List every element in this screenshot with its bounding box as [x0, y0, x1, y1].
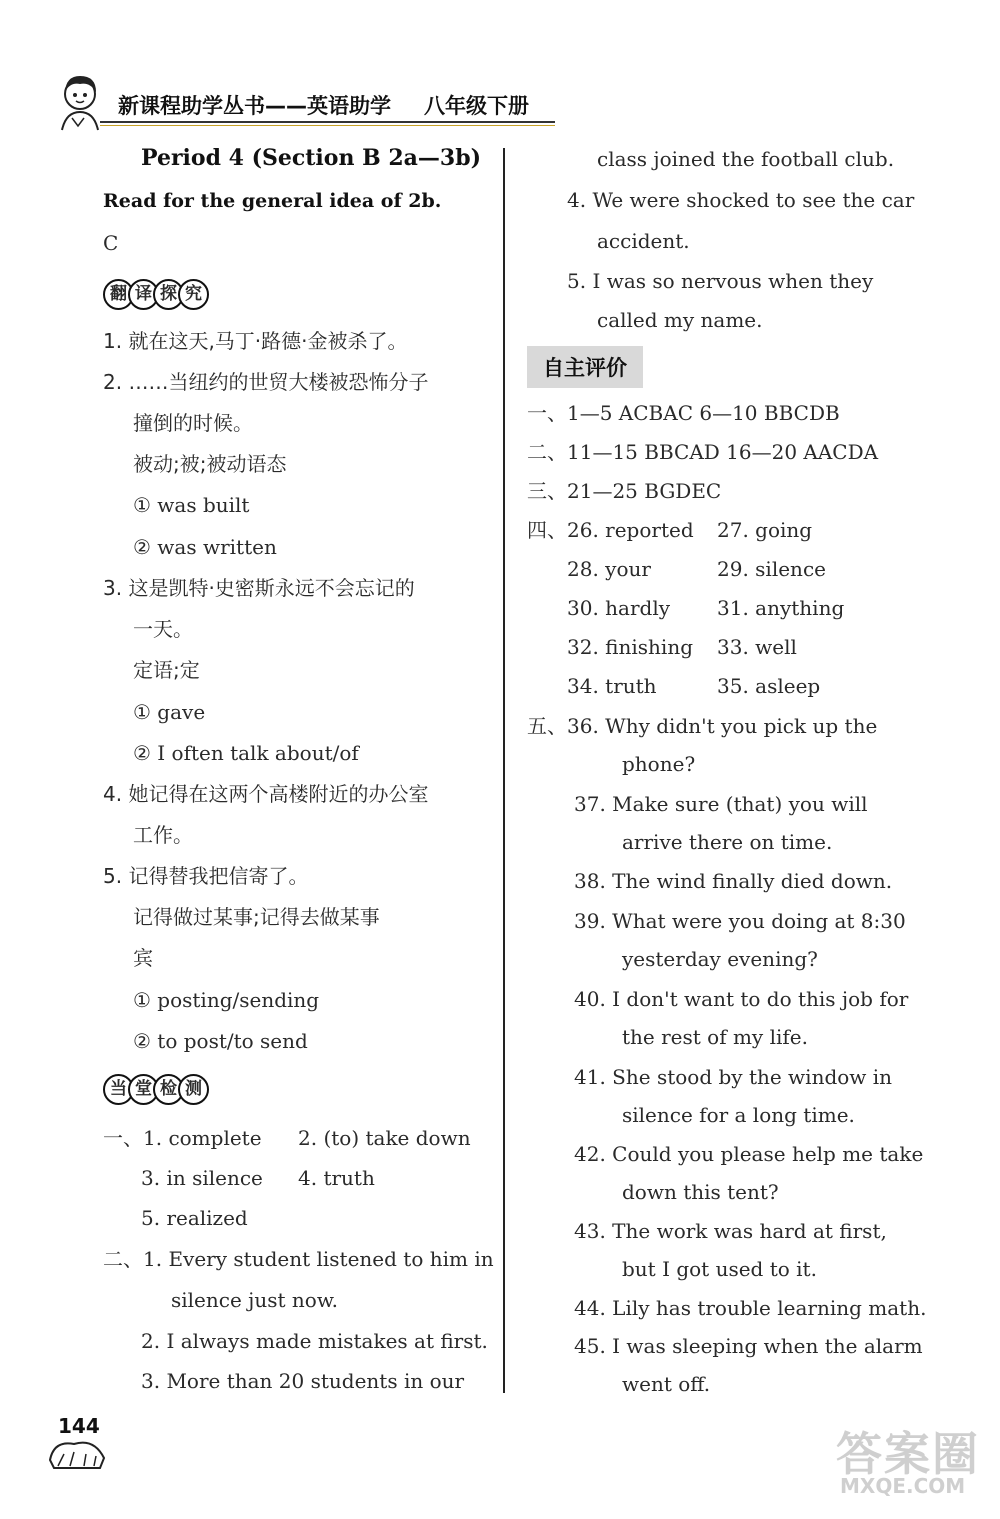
list-item: 3. More than 20 students in our: [141, 1369, 465, 1393]
list-item: 工作。: [133, 823, 193, 847]
list-item: 43. The work was hard at first,: [574, 1219, 887, 1243]
list-item: 二、1. Every student listened to him in: [103, 1247, 494, 1271]
section-self-title: 自主评价: [527, 346, 643, 388]
list-item: yesterday evening?: [622, 947, 818, 971]
list-item: 记得做过某事;记得去做某事: [133, 905, 380, 929]
title-char: 当: [103, 1074, 134, 1105]
list-item: went off.: [622, 1372, 711, 1396]
list-item: silence for a long time.: [622, 1103, 855, 1127]
list-item: 宾: [133, 946, 153, 970]
title-char: 测: [178, 1074, 209, 1105]
list-item: 二、11—15 BBCAD 16—20 AACDA: [527, 440, 879, 464]
title-char: 翻: [103, 279, 134, 310]
list-item: 1. 就在这天,马丁·路德·金被杀了。: [103, 329, 408, 353]
title-char: 究: [178, 279, 209, 310]
page-number: 144: [58, 1414, 100, 1438]
list-item: 33. well: [717, 635, 797, 659]
list-item: ① was built: [133, 493, 250, 517]
list-item: phone?: [622, 752, 696, 776]
list-item: 2. ……当纽约的世贸大楼被恐怖分子: [103, 370, 429, 394]
list-item: 32. finishing: [567, 635, 694, 659]
read-prompt: Read for the general idea of 2b.: [103, 190, 442, 212]
list-item: 4. We were shocked to see the car: [567, 188, 915, 212]
list-item: 27. going: [717, 518, 813, 542]
list-item: 四、26. reported: [527, 518, 694, 542]
header-rule: [100, 121, 555, 123]
list-item: 35. asleep: [717, 674, 821, 698]
list-item: 一、1—5 ACBAC 6—10 BBCDB: [527, 401, 840, 425]
list-item: 5. realized: [141, 1206, 248, 1230]
list-item: 42. Could you please help me take: [574, 1142, 924, 1166]
list-item: 4. truth: [298, 1166, 375, 1190]
page-number-badge: [44, 1410, 110, 1472]
list-item: 31. anything: [717, 596, 845, 620]
list-item: silence just now.: [171, 1288, 338, 1312]
list-item: 41. She stood by the window in: [574, 1065, 893, 1089]
list-item: 3. 这是凯特·史密斯永远不会忘记的: [103, 576, 415, 600]
list-item: ① posting/sending: [133, 988, 320, 1012]
list-item: 2. I always made mistakes at first.: [141, 1329, 488, 1353]
list-item: 38. The wind finally died down.: [574, 869, 893, 893]
list-item: ② I often talk about/of: [133, 741, 359, 765]
section-translate-title: [103, 279, 203, 310]
read-answer: C: [103, 231, 119, 255]
list-item: 34. truth: [567, 674, 657, 698]
title-char: 探: [153, 279, 184, 310]
list-item: 30. hardly: [567, 596, 671, 620]
list-item: 44. Lily has trouble learning math.: [574, 1296, 927, 1320]
list-item: down this tent?: [622, 1180, 779, 1204]
list-item: 28. your: [567, 557, 651, 581]
period-title: Period 4 (Section B 2a—3b): [141, 145, 482, 171]
list-item: ② was written: [133, 535, 277, 559]
list-item: 40. I don't want to do this job for: [574, 987, 909, 1011]
list-item: 5. 记得替我把信寄了。: [103, 864, 309, 888]
list-item: 五、36. Why didn't you pick up the: [527, 714, 878, 738]
list-item: 3. in silence: [141, 1166, 263, 1190]
header-grade: 八年级下册: [424, 94, 529, 118]
list-item: arrive there on time.: [622, 830, 833, 854]
list-item: 5. I was so nervous when they: [567, 269, 874, 293]
list-item: the rest of my life.: [622, 1025, 808, 1049]
header-series: 新课程助学丛书——英语助学: [118, 94, 391, 118]
list-item: 29. silence: [717, 557, 826, 581]
list-item: 39. What were you doing at 8:30: [574, 909, 906, 933]
list-item: 撞倒的时候。: [133, 411, 253, 435]
list-item: 37. Make sure (that) you will: [574, 792, 868, 816]
list-item: 定语;定: [133, 658, 200, 682]
list-item: 三、21—25 BGDEC: [527, 479, 722, 503]
title-char: 译: [128, 279, 159, 310]
watermark-url: MXQE.COM: [840, 1474, 966, 1498]
list-item: ② to post/to send: [133, 1029, 308, 1053]
list-item: class joined the football club.: [597, 147, 895, 171]
list-item: 2. (to) take down: [298, 1126, 471, 1150]
list-item: called my name.: [597, 308, 763, 332]
list-item: ① gave: [133, 700, 206, 724]
title-char: 堂: [128, 1074, 159, 1105]
list-item: 一天。: [133, 617, 193, 641]
title-char: 检: [153, 1074, 184, 1105]
header-rule-accent: [100, 125, 555, 126]
list-item: but I got used to it.: [622, 1257, 817, 1281]
list-item: 4. 她记得在这两个高楼附近的办公室: [103, 782, 429, 806]
list-item: 一、1. complete: [103, 1126, 262, 1150]
section-class-title: [103, 1074, 203, 1105]
column-divider: [503, 148, 505, 1393]
watermark-text: 答案圈: [836, 1427, 980, 1481]
list-item: accident.: [597, 229, 690, 253]
list-item: 45. I was sleeping when the alarm: [574, 1334, 923, 1358]
list-item: 被动;被;被动语态: [133, 452, 287, 476]
